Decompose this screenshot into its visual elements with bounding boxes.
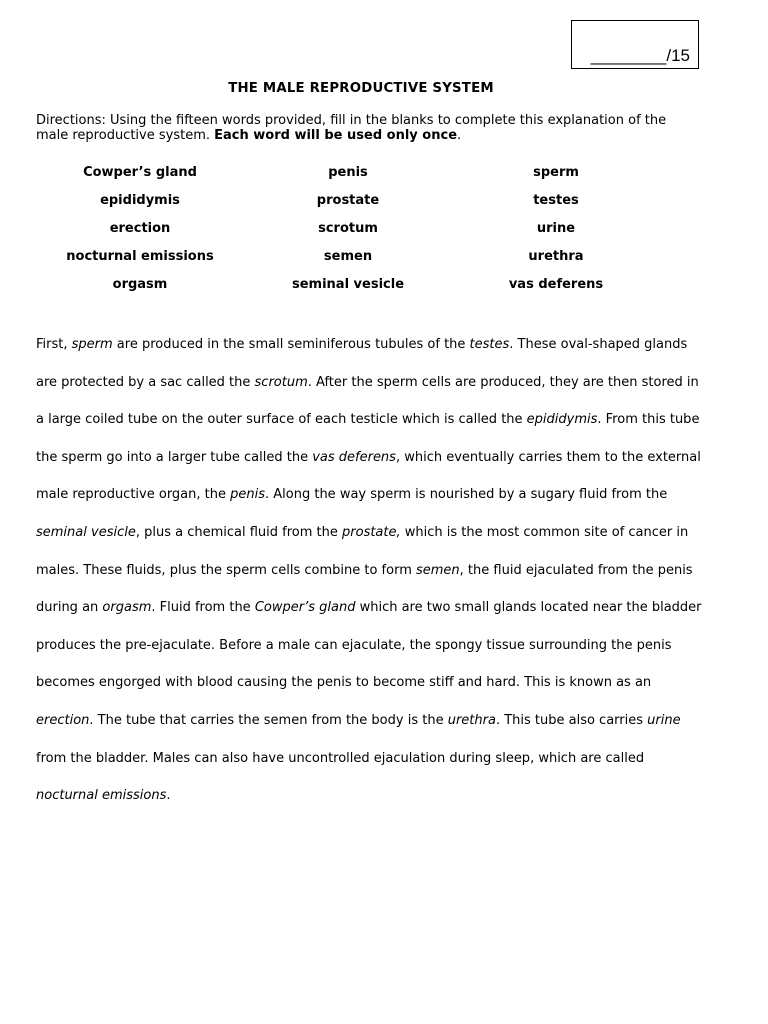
passage-line	[36, 589, 716, 627]
passage-text: . From this tube	[597, 412, 700, 428]
score-blank: ________	[590, 46, 667, 65]
word-bank-item: sperm	[533, 165, 579, 180]
word-bank-item: scrotum	[318, 221, 378, 236]
passage-text: , plus a chemical fluid from the	[135, 524, 343, 540]
word-bank-item: penis	[328, 165, 368, 180]
passage-line	[36, 740, 716, 778]
score-box	[571, 20, 699, 69]
answer-word: nocturnal emissions	[36, 788, 167, 804]
passage-line	[36, 514, 716, 552]
passage-text: First,	[36, 337, 72, 352]
score-field	[591, 46, 690, 66]
answer-word: epididymis	[526, 412, 598, 428]
word-bank-item: orgasm	[112, 277, 168, 292]
answer-word: vas deferens	[312, 449, 396, 465]
answer-word: urethra	[447, 712, 496, 728]
passage-text: . After the sperm cells are produced, they are then stored in	[307, 374, 699, 390]
word-bank-item: nocturnal emissions	[66, 249, 214, 264]
passage-text: .	[166, 788, 171, 804]
passage-line	[36, 664, 716, 702]
word-bank-item: Cowper’s gland	[83, 165, 197, 180]
answer-word: urine	[647, 712, 681, 728]
passage-text: becomes engorged with blood causing the penis to become stiff and hard. This is known as an	[36, 675, 652, 691]
answer-word: orgasm	[102, 600, 152, 616]
answer-word: scrotum	[254, 374, 308, 390]
directions-text: Directions: Using the fifteen words provided, fill in the blanks to complete this explanation of the male reproductive system.	[36, 113, 667, 143]
worksheet-title: THE MALE REPRODUCTIVE SYSTEM	[228, 81, 494, 96]
passage-text: male reproductive organ, the	[36, 487, 231, 503]
answer-word: prostate,	[342, 524, 401, 540]
word-bank-item: prostate	[316, 193, 380, 208]
passage-text: a large coiled tube on the outer surface of each testicle which is called the	[36, 412, 527, 428]
passage-text: are produced in the small seminiferous tubules of the	[112, 337, 470, 352]
passage-text: are protected by a sac called the	[36, 374, 255, 390]
directions-end: .	[457, 128, 462, 143]
passage-text: produces the pre-ejaculate. Before a male can ejaculate, the spongy tissue surrounding the penis	[36, 637, 672, 653]
passage-line	[36, 627, 716, 665]
passage-line	[36, 702, 716, 740]
word-bank-item: erection	[109, 221, 171, 236]
passage-line	[36, 476, 716, 514]
passage-text: the sperm go into a larger tube called the	[36, 449, 313, 465]
passage-text: which is the most common site of cancer in	[400, 524, 689, 540]
passage-text: , which eventually carries them to the external	[395, 449, 701, 465]
passage-line	[36, 777, 716, 815]
word-bank-item: vas deferens	[508, 277, 604, 292]
passage-line	[36, 364, 716, 402]
answer-word: seminal vesicle	[36, 524, 136, 540]
passage-text: during an	[36, 600, 103, 616]
passage-text: , the fluid ejaculated from the penis	[459, 562, 693, 578]
directions-bold: Each word will be used only once	[214, 128, 458, 143]
answer-word: Cowper’s gland	[254, 600, 356, 616]
answer-word: semen	[416, 562, 460, 578]
passage-line	[36, 401, 716, 439]
passage-text: . Fluid from the	[151, 600, 255, 616]
word-bank-item: testes	[533, 193, 579, 208]
score-total: /15	[666, 46, 690, 65]
directions	[36, 113, 696, 143]
passage-text: which are two small glands located near the bladder	[355, 600, 702, 616]
word-bank-item: semen	[323, 249, 373, 264]
passage-line	[36, 439, 716, 477]
passage-text: . These oval-shaped glands	[509, 337, 688, 352]
passage-line	[36, 552, 716, 590]
passage-text: . The tube that carries the semen from the body is the	[89, 712, 448, 728]
word-bank	[36, 163, 660, 303]
passage-text: from the bladder. Males can also have uncontrolled ejaculation during sleep, which are called	[36, 750, 645, 766]
passage	[36, 326, 716, 815]
passage-text: males. These fluids, plus the sperm cells combine to form	[36, 562, 416, 578]
answer-word: erection	[36, 712, 90, 728]
passage-line	[36, 326, 716, 364]
passage-text: . Along the way sperm is nourished by a sugary fluid from the	[265, 487, 668, 503]
answer-word: testes	[469, 337, 510, 352]
answer-word: penis	[230, 487, 265, 503]
word-bank-item: epididymis	[100, 193, 180, 208]
word-bank-item: seminal vesicle	[291, 277, 405, 292]
word-bank-item: urethra	[528, 249, 584, 264]
word-bank-item: urine	[536, 221, 576, 236]
answer-word: sperm	[71, 337, 113, 352]
passage-text: . This tube also carries	[495, 712, 648, 728]
